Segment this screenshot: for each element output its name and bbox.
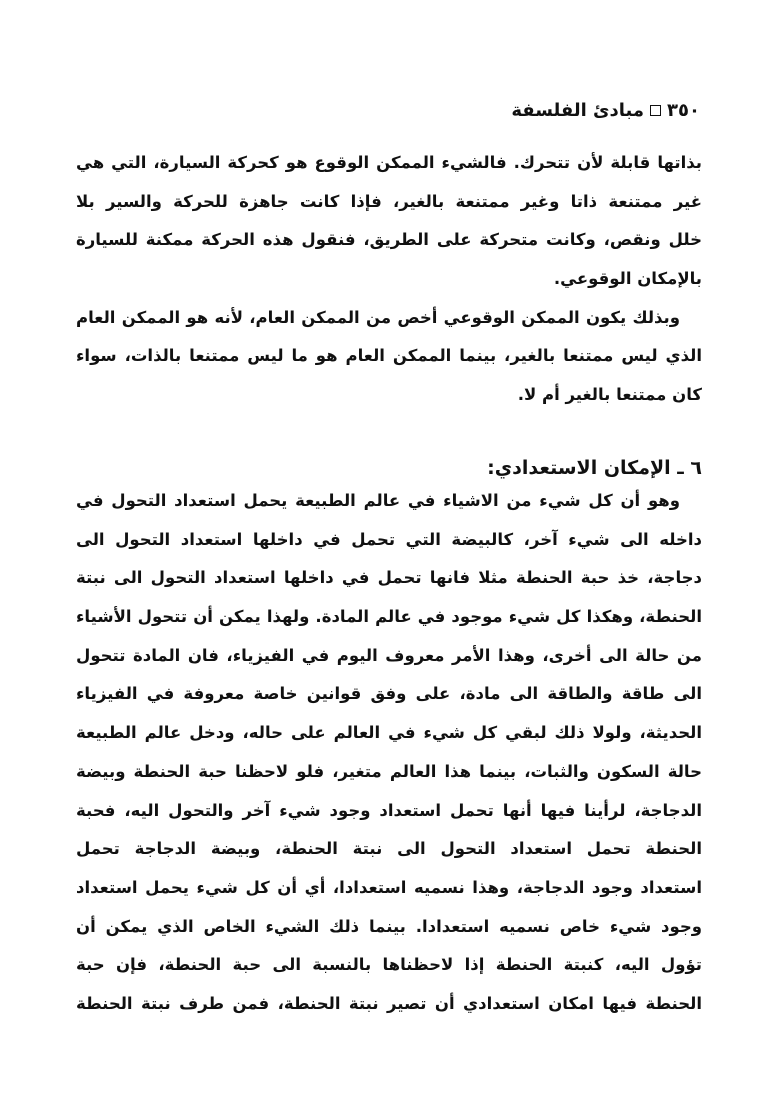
- text-line: الى طاقة والطاقة الى مادة، على وفق قوانين خاصة معروفة في الفيزياء: [76, 684, 702, 704]
- paragraph-block-1: [76, 144, 702, 415]
- text-line: وهو أن كل شيء من الاشياء في عالم الطبيعة يحمل استعداد التحول في: [76, 491, 680, 510]
- text-line: استعداد وجود الدجاجة، وهذا نسميه استعدادا، أي أن كل شيء يحمل استعداد: [76, 877, 702, 897]
- text-line: خلل ونقص، وكانت متحركة على الطريق، فنقول هذه الحركة ممكنة للسيارة: [76, 230, 702, 250]
- text-line: الذي ليس ممتنعا بالغير، بينما الممكن العام هو ما ليس ممتنعا بالذات، سواء: [76, 346, 702, 366]
- text-line: داخله الى شيء آخر، كالبيضة التي تحمل في داخلها استعداد التحول الى: [76, 529, 702, 549]
- book-title: مبادئ الفلسفة: [511, 100, 645, 121]
- text-line: وبذلك يكون الممكن الوقوعي أخص من الممكن العام، لأنه هو الممكن العام: [76, 307, 680, 327]
- text-line: بالإمكان الوقوعي.: [553, 269, 702, 289]
- page-number: ٣٥٠: [667, 100, 700, 121]
- text-line: دجاجة، خذ حبة الحنطة مثلا فانها تحمل في داخلها استعداد التحول الى نبتة: [76, 568, 702, 588]
- text-line: الحنطة تحمل استعداد التحول الى نبتة الحنطة، وبيضة الدجاجة تحمل: [76, 839, 702, 859]
- section-heading: ٦ ـ الإمكان الاستعدادي:: [487, 457, 702, 479]
- text-line: الحديثة، ولولا ذلك لبقي كل شيء في العالم على حاله، ودخل عالم الطبيعة: [76, 723, 702, 743]
- text-line: الحنطة فيها امكان استعدادي أن تصير نبتة الحنطة، فمن طرف نبتة الحنطة: [76, 993, 702, 1013]
- text-line: كان ممتنعا بالغير أم لا.: [517, 385, 702, 405]
- text-line: وجود شيء خاص نسميه استعدادا. بينما ذلك الشيء الخاص الذي يمكن أن: [76, 916, 702, 936]
- paragraph-block-2: [76, 482, 702, 1024]
- text-line: غير ممتنعة ذاتا وغير ممتنعة بالغير، فإذا كانت جاهزة للحركة والسير بلا: [76, 191, 702, 211]
- text-line: حالة السكون والثبات، بينما هذا العالم متغير، فلو لاحظنا حبة الحنطة وبيضة: [76, 761, 702, 781]
- square-separator-icon: [650, 105, 661, 116]
- text-line: الحنطة، وهكذا كل شيء موجود في عالم المادة. ولهذا يمكن أن تتحول الأشياء: [76, 607, 702, 627]
- text-line: من حالة الى أخرى، وهذا الأمر معروف اليوم في الفيزياء، فان المادة تتحول: [76, 645, 702, 665]
- text-line: الدجاجة، لرأينا فيها أنها تحمل استعداد وجود شيء آخر والتحول اليه، فحبة: [76, 800, 702, 820]
- text-line: تؤول اليه، كنبتة الحنطة إذا لاحظناها بالنسبة الى حبة الحنطة، فإن حبة: [76, 955, 702, 975]
- running-header: [511, 100, 700, 121]
- text-line: بذاتها قابلة لأن تتحرك. فالشيء الممكن الوقوع هو كحركة السيارة، التي هي: [76, 153, 702, 172]
